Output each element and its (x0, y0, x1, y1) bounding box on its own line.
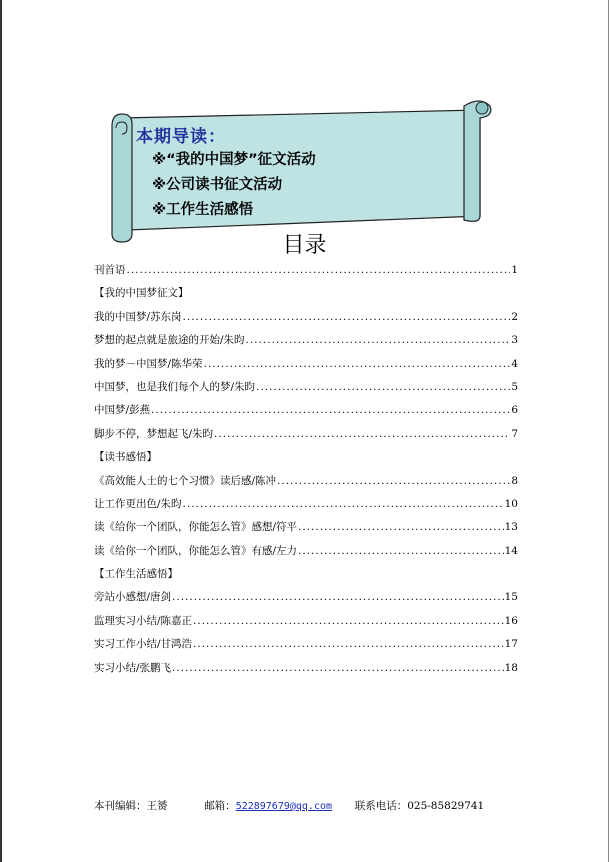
toc-entry-page: 14 (504, 544, 518, 557)
toc-entry[interactable] (94, 259, 518, 282)
toc-leader-dots (298, 516, 504, 539)
toc-entry[interactable] (94, 353, 518, 376)
toc-entry-title: 我的中国梦/苏东岗 (94, 310, 182, 323)
guide-banner (108, 96, 496, 246)
toc-entry[interactable] (94, 399, 518, 422)
toc-entry-page: 6 (511, 404, 518, 417)
toc-entry-page: 2 (511, 310, 518, 323)
toc-entry[interactable] (94, 329, 518, 352)
toc-entry-title: 梦想的起点就是旅途的开始/朱昀 (94, 334, 245, 347)
toc-entry-page: 17 (504, 638, 518, 651)
toc-entry-title: 监理实习小结/陈嘉正 (94, 614, 193, 627)
banner-item-3: ※工作生活感悟 (152, 202, 254, 218)
toc-entry-title: 我的梦－中国梦/陈华荣 (94, 357, 203, 370)
toc-entry[interactable] (94, 423, 518, 446)
toc-entry-title: 脚步不停，梦想起飞/朱昀 (94, 427, 214, 440)
page-edge-left (0, 0, 2, 862)
toc-entry-page: 10 (504, 497, 518, 510)
footer-email-label: 邮箱： (204, 800, 236, 812)
toc-entry-title: 中国梦/彭燕 (94, 404, 151, 417)
toc-entry-page: 8 (511, 474, 518, 487)
toc-entry[interactable] (94, 306, 518, 329)
toc-leader-dots (172, 586, 504, 609)
toc-entry-title: 实习工作小结/甘鸿浩 (94, 638, 193, 651)
toc-entry-title: 读《给你一个团队，你能怎么管》感想/符平 (94, 521, 298, 534)
toc-entry-page: 1 (511, 264, 518, 276)
toc-leader-dots (183, 306, 511, 329)
footer-phone: 联系电话：025-85829741 (354, 800, 485, 812)
toc-leader-dots (214, 423, 510, 446)
toc-entry-page: 4 (511, 357, 518, 370)
toc-entry-title: 让工作更出色/朱昀 (94, 497, 182, 510)
toc-entry[interactable] (94, 657, 518, 680)
toc-section-heading: 【读书感悟】 (94, 451, 157, 464)
toc-entry[interactable] (94, 610, 518, 633)
toc-entry-page: 18 (504, 661, 518, 674)
toc-entry-page: 15 (504, 591, 518, 604)
banner-item-1: ※“我的中国梦”征文活动 (152, 152, 316, 168)
toc-leader-dots (277, 470, 510, 493)
toc-leader-dots (193, 610, 504, 633)
footer (94, 798, 484, 813)
toc-entry[interactable] (94, 633, 518, 656)
toc-section-heading: 【工作生活感悟】 (94, 568, 178, 581)
toc-entry[interactable] (94, 540, 518, 563)
toc-entry[interactable] (94, 376, 518, 399)
toc-entry-title: 刊首语 (94, 264, 126, 276)
footer-editor: 本刊编辑：王赟 (94, 800, 168, 812)
toc-entry-title: 《高效能人士的七个习惯》读后感/陈冲 (94, 474, 277, 487)
toc-entry[interactable] (94, 586, 518, 609)
toc-entry[interactable] (94, 470, 518, 493)
toc-entry-page: 16 (504, 614, 518, 627)
toc-entry[interactable] (94, 493, 518, 516)
toc-title: 目录 (282, 233, 327, 258)
toc-leader-dots (204, 353, 511, 376)
toc-leader-dots (172, 657, 504, 680)
toc-entry-page: 5 (511, 380, 518, 393)
toc-section-heading: 【我的中国梦征文】 (94, 287, 189, 300)
table-of-contents (94, 259, 518, 680)
toc-entry-title: 旁站小感想/唐剑 (94, 591, 172, 604)
footer-email-link[interactable]: 522897679@qq.com (235, 801, 333, 812)
toc-entry-page: 13 (504, 521, 518, 534)
toc-leader-dots (246, 329, 511, 352)
toc-entry-title: 读《给你一个团队，你能怎么管》有感/左力 (94, 544, 298, 557)
toc-leader-dots (151, 399, 510, 422)
toc-entry-title: 实习小结/张鹏飞 (94, 661, 172, 674)
toc-leader-dots (127, 259, 511, 282)
banner-title: 本期导读： (136, 127, 226, 147)
toc-entry-title: 中国梦，也是我们每个人的梦/朱昀 (94, 380, 256, 393)
toc-leader-dots (183, 493, 504, 516)
toc-leader-dots (193, 633, 504, 656)
toc-leader-dots (256, 376, 510, 399)
toc-entry-page: 3 (511, 334, 518, 347)
toc-entry[interactable] (94, 516, 518, 539)
toc-leader-dots (298, 540, 504, 563)
banner-item-2: ※公司读书征文活动 (152, 177, 283, 193)
scroll-banner-shape (108, 96, 496, 246)
toc-entry-page: 7 (511, 427, 518, 440)
